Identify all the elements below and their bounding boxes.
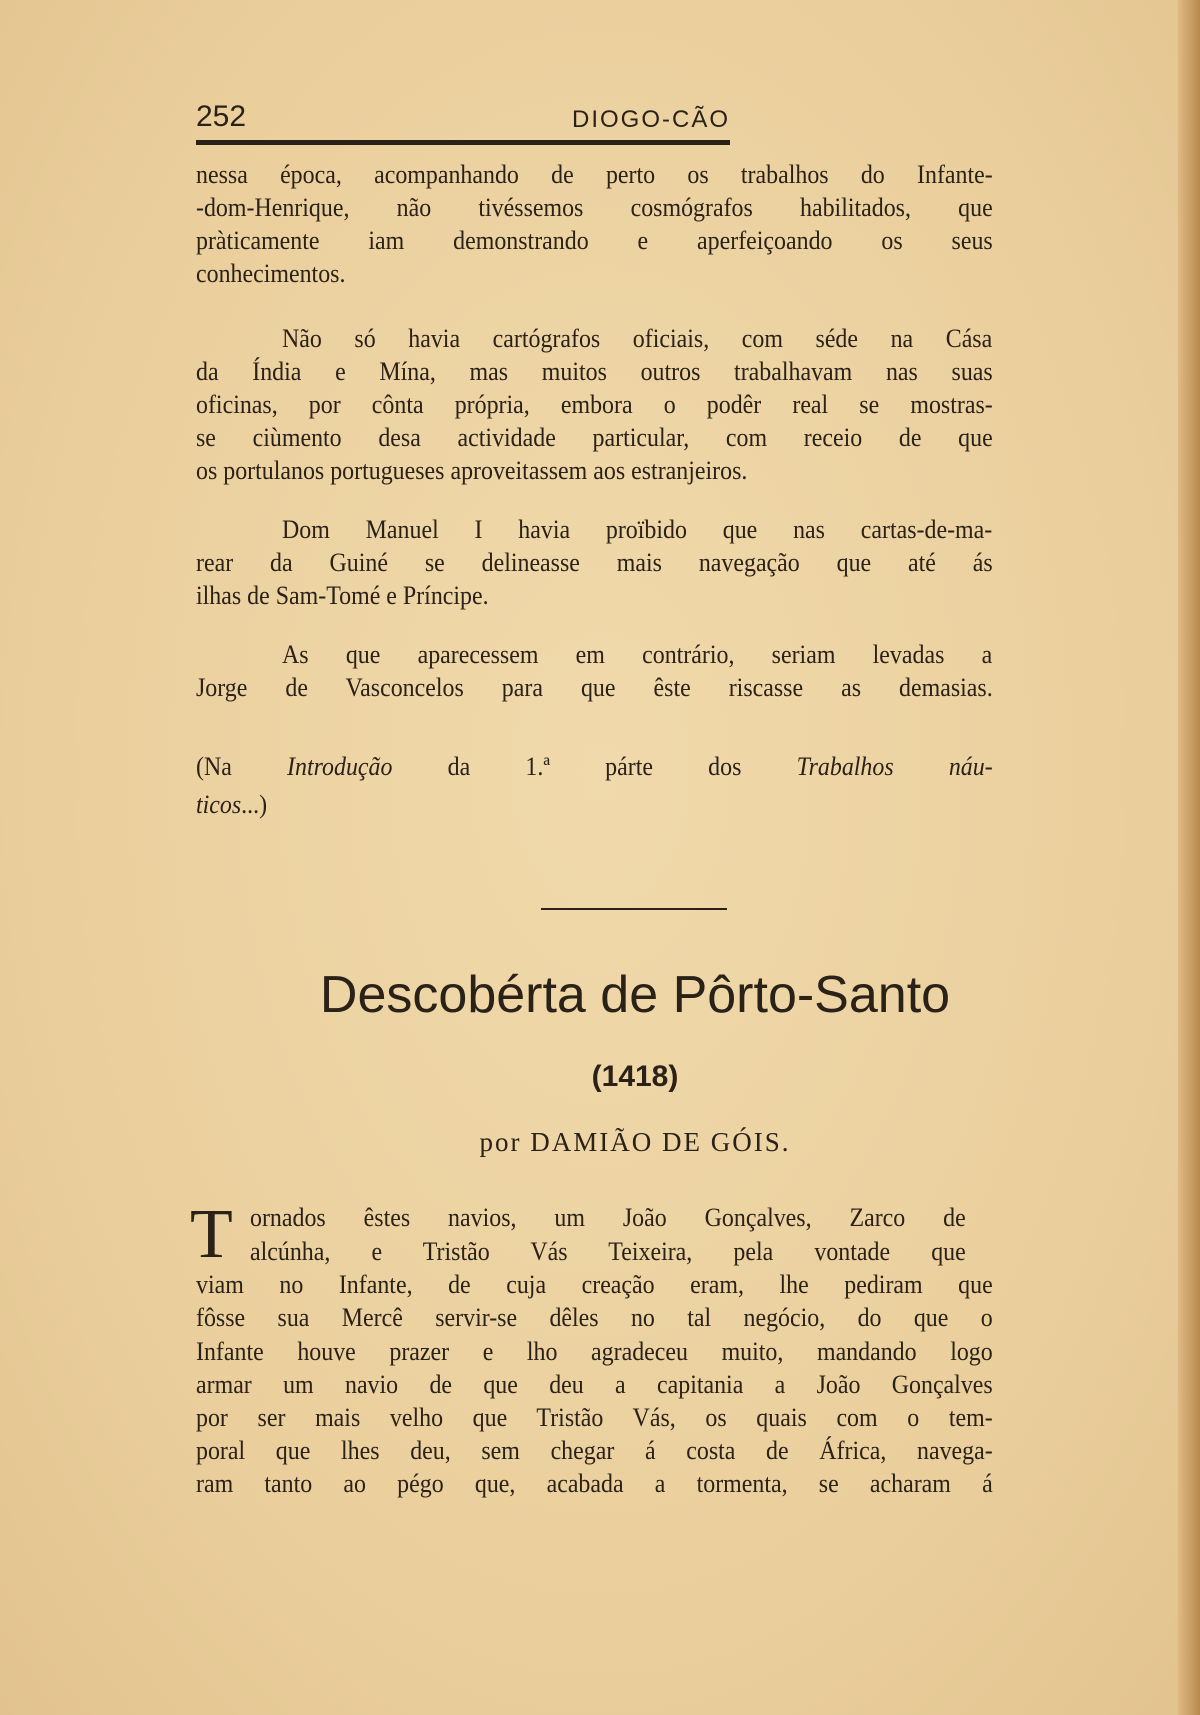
section-year: (1418) [591, 1060, 679, 1093]
text-line: ilhas de Sam-Tomé e Príncipe. [196, 581, 489, 610]
drop-cap: T [190, 1196, 233, 1273]
text-line: conhecimentos. [196, 259, 346, 288]
page-number: 252 [196, 100, 247, 133]
citation-text: da [392, 752, 526, 781]
text-line: pràticamente iam demonstrando e aperfeiçoando os seus [196, 226, 993, 255]
citation-text: 1.ª [525, 752, 550, 781]
text-line: Dom Manuel I havia proïbido que nas cartas-de-ma- [282, 515, 993, 544]
text-line: os portulanos portugueses aproveitassem aos estranjeiros. [196, 456, 748, 485]
page-edge [1178, 0, 1200, 1715]
citation-italic: ticos [196, 790, 242, 819]
text-line: ornados êstes navios, um João Gonçalves, Zarco de [250, 1203, 966, 1232]
citation-italic: Trabalhos náu- [796, 752, 993, 781]
text-line: Infante houve prazer e lho agradeceu muito, mandando logo [196, 1337, 993, 1366]
citation-text: párte dos [549, 752, 797, 781]
section-title: Descobérta de Pôrto-Santo [319, 966, 951, 1024]
citation-italic: Introdução [287, 752, 393, 781]
text-line: -dom-Henrique, não tivéssemos cosmógrafos habilitados, que [196, 193, 993, 222]
text-line: Jorge de Vasconcelos para que êste riscasse as demasias. [196, 673, 993, 702]
citation-line-2 [196, 790, 993, 820]
section-byline: por DAMIÃO DE GÓIS. [479, 1127, 791, 1157]
text-line: viam no Infante, de cuja creação eram, lhe pediram que [196, 1270, 993, 1299]
text-line: alcúnha, e Tristão Vás Teixeira, pela vontade que [250, 1237, 966, 1266]
text-line: rear da Guiné se delineasse mais navegação que até ás [196, 548, 993, 577]
citation-line-1 [196, 752, 993, 782]
text-line: ram tanto ao pégo que, acabada a tormenta, se acharam á [196, 1469, 993, 1498]
citation-text: ...) [241, 790, 268, 819]
text-line: oficinas, por cônta própria, embora o podêr real se mostras- [196, 390, 993, 419]
text-line: por ser mais velho que Tristão Vás, os quais com o tem- [196, 1403, 993, 1432]
text-line: Não só havia cartógrafos oficiais, com séde na Cása [282, 324, 993, 353]
text-line: As que aparecessem em contrário, seriam levadas a [282, 640, 993, 669]
header-rule [196, 140, 730, 145]
running-head: DIOGO-CÃO [571, 106, 730, 133]
text-line: poral que lhes deu, sem chegar á costa de África, navega- [196, 1436, 993, 1465]
text-line: nessa época, acompanhando de perto os trabalhos do Infante- [196, 160, 993, 189]
citation-text: (Na [196, 752, 288, 781]
text-line: armar um navio de que deu a capitania a João Gonçalves [196, 1370, 993, 1399]
text-line: fôsse sua Mercê servir-se dêles no tal negócio, do que o [196, 1303, 993, 1332]
section-rule [541, 908, 727, 910]
running-header [196, 100, 730, 140]
text-line: se ciùmento desa actividade particular, com receio de que [196, 423, 993, 452]
text-line: da Índia e Mína, mas muitos outros trabalhavam nas suas [196, 357, 993, 386]
